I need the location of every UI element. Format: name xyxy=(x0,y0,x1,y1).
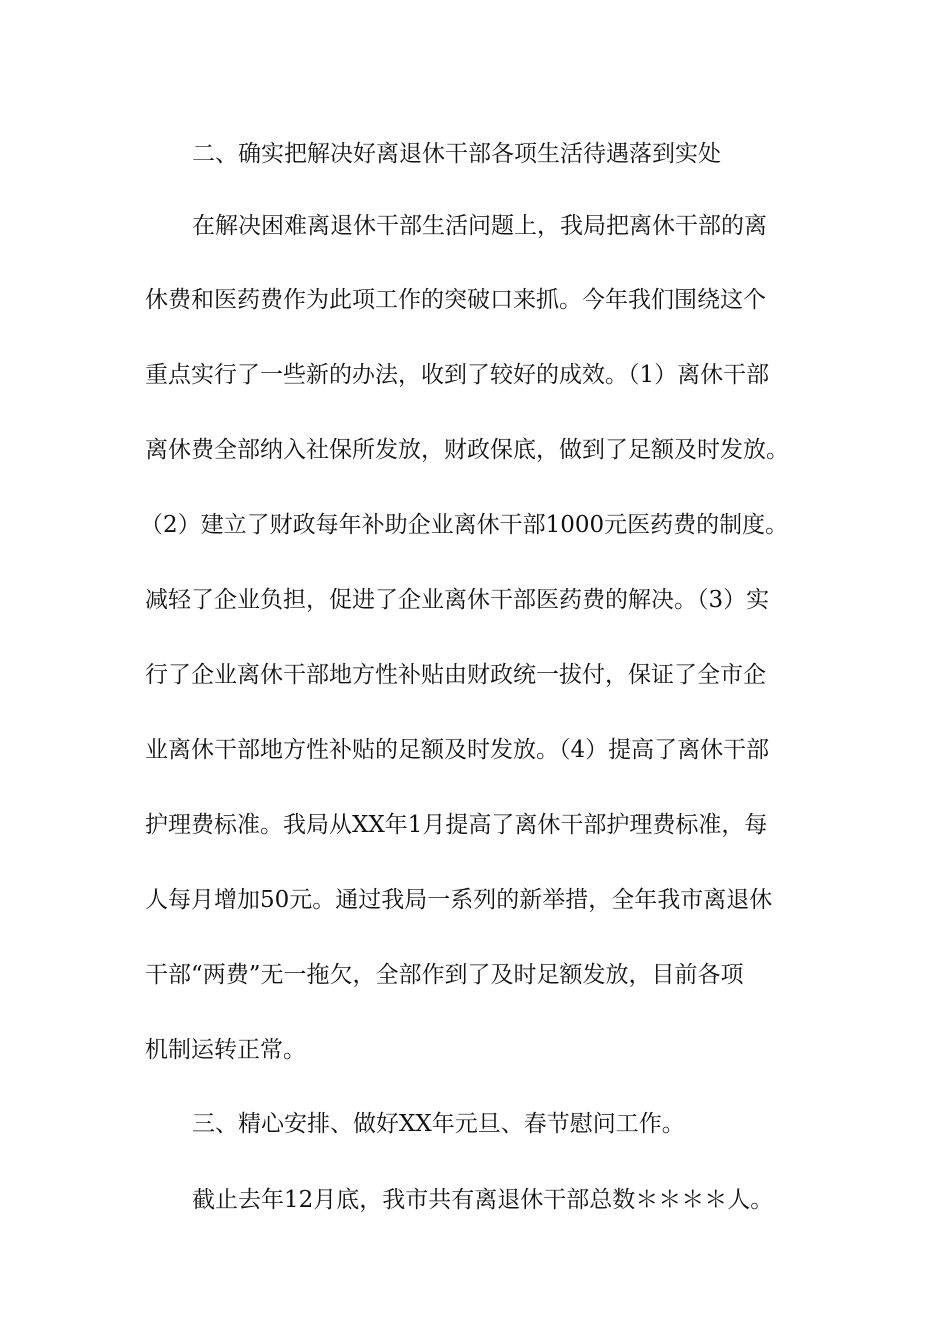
paragraph-line: 截止去年12月底，我市共有离退休干部总数＊＊＊＊人。 xyxy=(192,1187,774,1213)
section-heading-two: 二、确实把解决好离退休干部各项生活待遇落到实处 xyxy=(192,141,721,167)
paragraph-line: （2）建立了财政每年补助企业离休干部1000元医药费的制度。 xyxy=(140,512,789,538)
paragraph-line: 重点实行了一些新的办法，收到了较好的成效。（1）离休干部 xyxy=(145,362,770,388)
paragraph-line: 在解决困难离退休干部生活问题上，我局把离休干部的离 xyxy=(192,213,767,239)
paragraph-line: 减轻了企业负担，促进了企业离休干部医药费的解决。（3）实 xyxy=(145,587,770,613)
paragraph-line: 离休费全部纳入社保所发放，财政保底，做到了足额及时发放。 xyxy=(145,437,789,463)
paragraph-line: 机制运转正常。 xyxy=(145,1037,306,1063)
paragraph-line: 护理费标准。我局从XX年1月提高了离休干部护理费标准，每 xyxy=(145,812,768,838)
paragraph-line: 休费和医药费作为此项工作的突破口来抓。今年我们围绕这个 xyxy=(145,287,766,313)
section-heading-three: 三、精心安排、做好XX年元旦、春节慰问工作。 xyxy=(192,1111,685,1137)
paragraph-line: 人每月增加50元。通过我局一系列的新举措，全年我市离退休 xyxy=(145,887,773,913)
paragraph-line: 业离休干部地方性补贴的足额及时发放。（4）提高了离休干部 xyxy=(145,737,770,763)
paragraph-line: 干部“两费”无一拖欠，全部作到了及时足额发放，目前各项 xyxy=(145,962,744,988)
paragraph-line: 行了企业离休干部地方性补贴由财政统一拔付，保证了全市企 xyxy=(145,662,766,688)
